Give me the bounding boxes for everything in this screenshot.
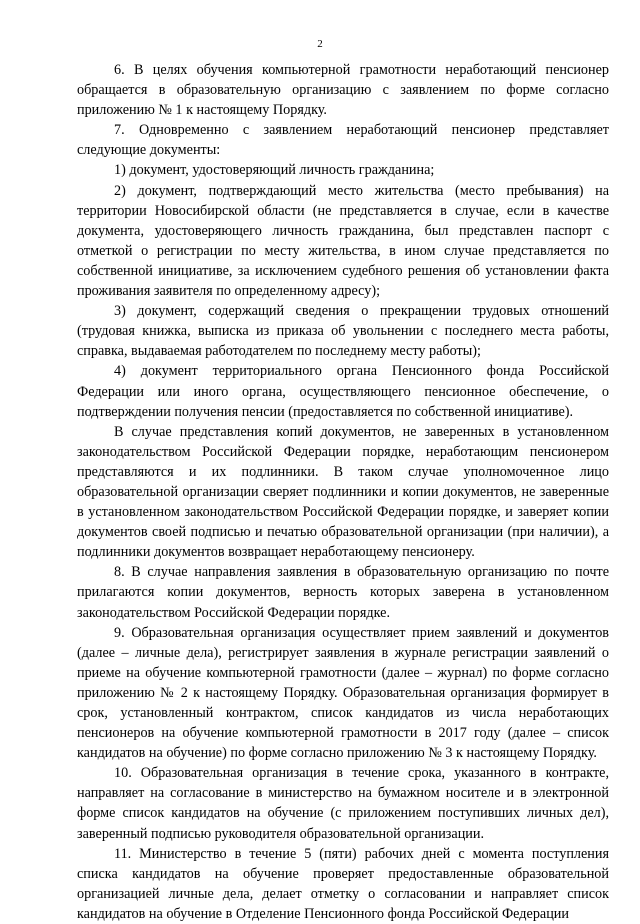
paragraph-item-7: 7. Одновременно с заявлением неработающий пенсионер представляет следующие документы: — [77, 122, 609, 159]
document-body — [77, 60, 609, 924]
list-item-2: 2) документ, подтверждающий место жительства (место пребывания) на территории Новосибирской области (не представляется в случае, если в качестве документа, удостоверяющего личность гражданина, был представлен паспорт с отметкой о регистрации по месту жительства, в ином случае представляется по собственной инициативе, за исключением судебного решения об установлении факта проживания заявителя по определенному адресу); — [77, 182, 609, 300]
list-item-4: 4) документ территориального органа Пенсионного фонда Российской Федерации или иного органа, осуществляющего пенсионное обеспечение, о подтверждении получения пенсии (предоставляется по собственной инициативе). — [77, 363, 609, 420]
page-number: 2 — [317, 38, 323, 50]
paragraph-item-8: 8. В случае направления заявления в образовательную организацию по почте прилагаются копии документов, верность которых заверена в установленном законодательством Российской Федерации порядке. — [77, 564, 609, 621]
paragraph-item-6: 6. В целях обучения компьютерной грамотности неработающий пенсионер обращается в образовательную организацию с заявлением по форме согласно приложению № 1 к настоящему Порядку. — [77, 62, 609, 119]
paragraph-item-11: 11. Министерство в течение 5 (пяти) рабочих дней с момента поступления списка кандидатов на обучение проверяет предоставленные образовательной организацией личные дела, делает отметку о согласовании и направляет список кандидатов на обучение в Отделение Пенсионного фонда Российской Федерации — [77, 845, 609, 922]
paragraph-copies: В случае представления копий документов, не заверенных в установленном законодательством Российской Федерации порядке, неработающим пенсионером представляются и их подлинники. В таком случае уполномоченное лицо образовательной организации сверяет подлинники и копии документов, не заверенные в установленном законодательством Российской Федерации порядке, и заверяет копии документов своей подписью и печатью образовательной организации (при наличии), а подлинники документов возвращает неработающему пенсионеру. — [77, 423, 609, 561]
paragraph-item-9: 9. Образовательная организация осуществляет прием заявлений и документов (далее – личные дела), регистрирует заявления в журнале регистрации заявлений о приеме на обучение компьютерной грамотности (далее – журнал) по форме согласно приложению № 2 к настоящему Порядку. Образовательная организация формирует в срок, установленный контрактом, список кандидатов из числа неработающих пенсионеров на обучение компьютерной грамотности в 2017 году (далее – список кандидатов на обучение) по форме согласно приложению № 3 к настоящему Порядку. — [77, 624, 609, 762]
paragraph-item-10: 10. Образовательная организация в течение срока, указанного в контракте, направляет на согласование в министерство на бумажном носителе и в электронной форме список кандидатов на обучение (с приложением поступивших личных дел), заверенный подписью руководителя образовательной организации. — [77, 765, 609, 842]
list-item-3: 3) документ, содержащий сведения о прекращении трудовых отношений (трудовая книжка, выписка из приказа об увольнении с последнего места работы, справка, выдаваемая работодателем по последнему месту работы); — [77, 303, 609, 360]
list-item-1: 1) документ, удостоверяющий личность гражданина; — [114, 162, 435, 179]
